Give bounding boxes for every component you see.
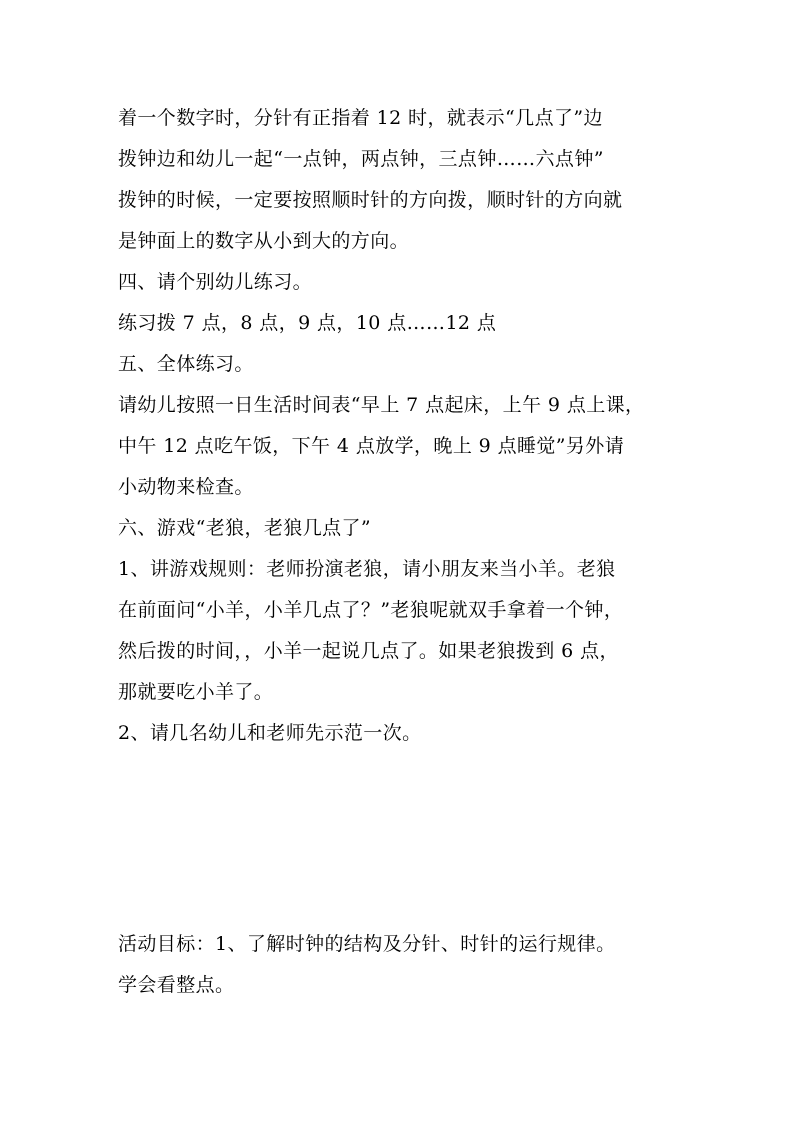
paragraph-line: 拨钟边和幼儿一起“一点钟，两点钟，三点钟……六点钟”	[118, 148, 604, 170]
paragraph-line: 练习拨 7 点，8 点，9 点，10 点……12 点	[118, 312, 497, 334]
paragraph-line: 然后拨的时间，，小羊一起说几点了。如果老狼拨到 6 点，	[118, 640, 619, 662]
paragraph-line: 2、请几名幼儿和老师先示范一次。	[118, 722, 422, 744]
section-heading: 五、全体练习。	[118, 353, 254, 375]
paragraph-line: 是钟面上的数字从小到大的方向。	[118, 230, 410, 252]
paragraph-line: 学会看整点。	[118, 974, 235, 996]
paragraph-line: 着一个数字时，分针有正指着 12 时，就表示“几点了”边	[118, 107, 603, 129]
paragraph-line: 小动物来检查。	[118, 476, 254, 498]
section-heading: 六、游戏“老狼，老狼几点了”	[118, 517, 372, 539]
paragraph-line: 活动目标：1、了解时钟的结构及分针、时针的运行规律。	[118, 933, 616, 955]
paragraph-line: 拨钟的时候，一定要按照顺时针的方向拨，顺时针的方向就	[118, 189, 623, 211]
paragraph-line: 那就要吃小羊了。	[118, 681, 274, 703]
paragraph-line: 请幼儿按照一日生活时间表“早上 7 点起床，上午 9 点上课，	[118, 394, 645, 416]
paragraph-line: 在前面问“小羊，小羊几点了？”老狼呢就双手拿着一个钟，	[118, 599, 624, 621]
paragraph-line: 中午 12 点吃午饭，下午 4 点放学，晚上 9 点睡觉”另外请	[118, 435, 625, 457]
paragraph-line: 1、讲游戏规则：老师扮演老狼，请小朋友来当小羊。老狼	[118, 558, 616, 580]
section-heading: 四、请个别幼儿练习。	[118, 271, 313, 293]
